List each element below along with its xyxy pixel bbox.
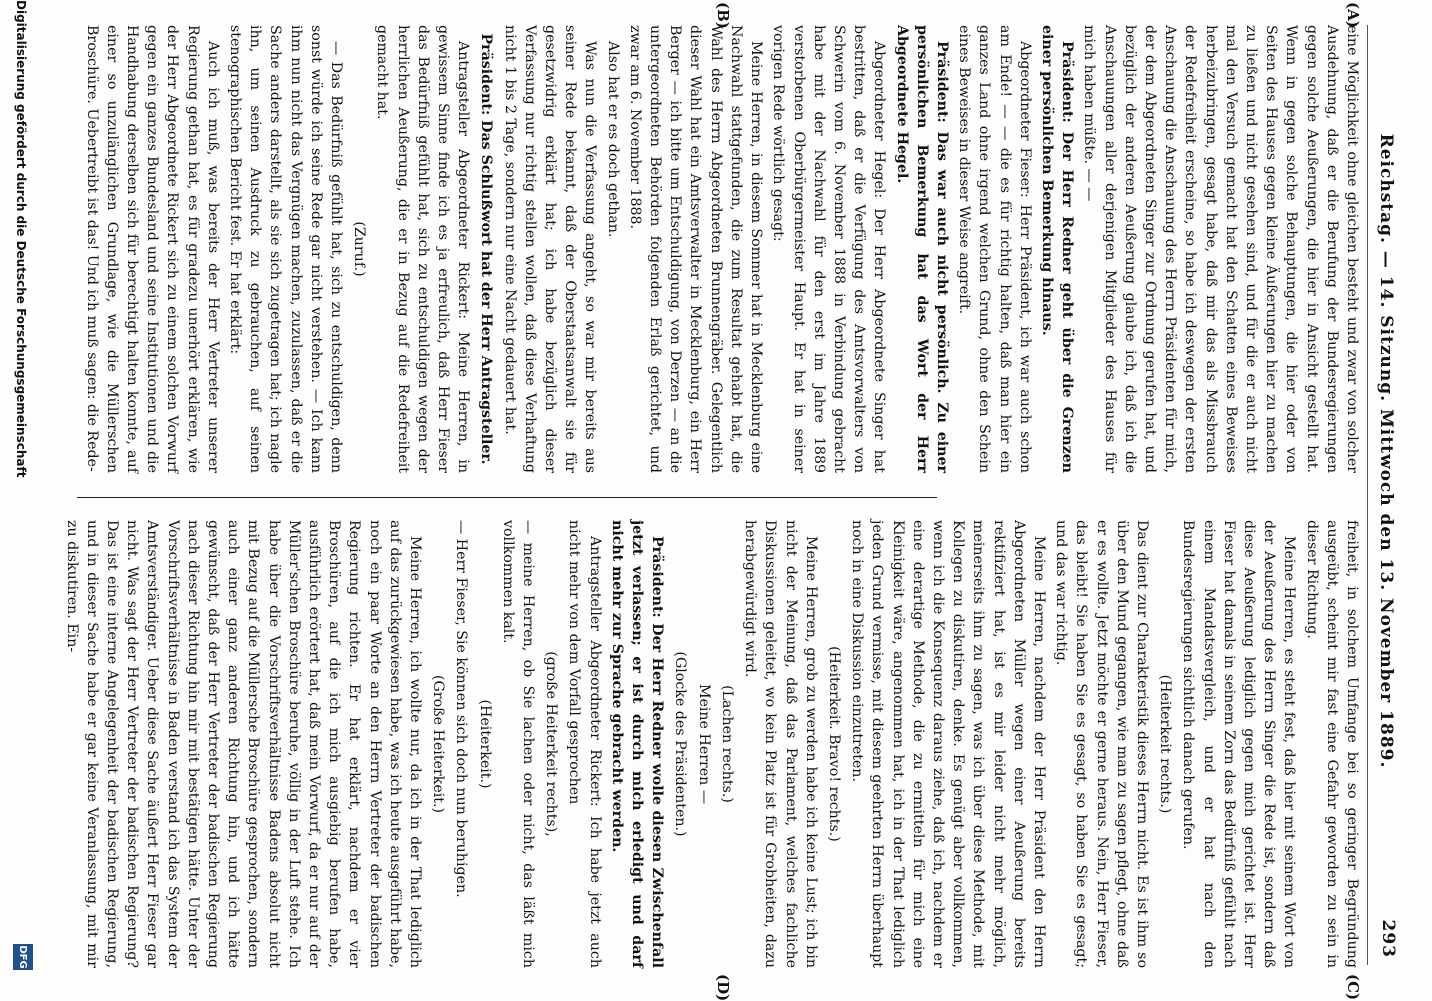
page-number: 293 [1378, 919, 1398, 958]
paragraph: — meine Herren, ob Sie lachen oder nicht, das läßt mich vollkommen kalt. [499, 520, 537, 968]
right-column [63, 520, 1362, 968]
paragraph: Was nun die Verfassung angeht, so war mir bereits aus seiner Rede bekannt, daß der Oberstaatsanwalt sie für gesetzwidrig erklärt hat; ich habe bezüglich dieser Verfassung nur richtig stellen wollen, daß diese Verhaftung nicht 1 bis 2 Tage, sondern nur eine Nacht gedauert hat. [501, 25, 599, 473]
paragraph: (Heiterkeit rechts.) [1157, 674, 1174, 814]
footer [8, 0, 34, 1000]
paragraph: Abgeordneter Hegel: Der Herr Abgeordnete Singer hat bestritten, daß er die Verfügung des Amtsvorwalters von Schwerin vom 6. November 1888 in Verbindung gebracht habe mit der Nachwahl für den erst im Jahre 1889 verstorbenen Oberbürgermeister Haupt. Er hat in seiner vorigen Rede wörtlich gesagt: [770, 25, 888, 473]
paragraph: (Lachen rechts.) [718, 685, 735, 803]
paragraph: Meine Herren, grob zu werden habe ich keine Lust; ich bin nicht der Meinung, daß das Parlament, welches fachliche Diskussionen geleitet, wo kein Platz ist für Grobheiten, dazu herabgewürdigt wird. [742, 520, 819, 968]
paragraph: Meine Herren, es steht fest, daß hier mit seinem Wort von der Aeußerung des Herrn Singer die Rede ist, sondern daß diese Aeußerung lediglich gegen mich gerichtet ist. Herr Fieser hat damals in seinem Zorn das Bedürfniß gefühlt nach einem Mandatsvergleich, und er hat nach den Bundesregierungen sichtlich danach gerufen. [1180, 520, 1298, 968]
paragraph: (Glocke des Präsidenten.) [672, 651, 689, 837]
paragraph: Antragsteller Abgeordneter Rickert: Ich habe jetzt auch nicht mehr von dem Vorfall gesprochen [566, 520, 603, 968]
margin-mark-c: (C) [1344, 974, 1362, 1001]
paragraph: Auch ich muß, was bereits der Herr Vertreter unserer Regierung gethan hat, es für gradezu unerhört erklären, wie der Herr Abgeordnete Rickert sich zu einem solchen Vorwurf gegen ein ganzes Bundesland und seine Institutionen und die Handhabung derselben sich für berechtigt halten konnte, auf einer so unzulänglichen Grundlage, wie die Müllerschen Broschüre. Uebertreibt ist das! Und ich muß sagen: die Rede- [83, 25, 221, 473]
paragraph: Präsident: Der Herr Redner geht über die Grenzen einer persönlichen Bemerkung hinaus. [1038, 25, 1076, 473]
footer-text: Digitalisierung gefördert durch die Deutsche Forschungsgemeinschaft [14, 0, 28, 478]
paragraph: Antragsteller Abgeordneter Rickert: Meine Herren, in gewissem Sinne finde ich es ja erfreulich, daß Herr Fieser das Bedürfniß gefühlt hat, sich zu entschuldigen wegen der herrlichen Aeußerung, die er in Bezug auf die Redefreiheit gemacht hat. [374, 25, 472, 473]
paragraph: (Große Heiterkeit.) [430, 674, 447, 814]
header-rule [1367, 25, 1368, 965]
paragraph: Also hat er es doch gethan. [604, 41, 621, 238]
paragraph: Meine Herren, nachdem der Herr Präsident den Herrn Abgeordneten Müller wegen einer Aeußerung bereits rektifiziert hat, ist es mir leider nicht mehr möglich, meinerseits ihm zu sagen, was ich über diese Methode, mit Kollegen zu diskutiren, denke. Es genügt aber vollkommen, wenn ich die Konsequenz daraus ziehe, daß ich, nachdem er eine derartige Methode, die zu ermitteln für mich eine Kleinigkeit wäre, angenommen hat, ich in der That lediglich jeden Grund vermisse, mit diesem geehrten Herrn überhaupt noch in eine Diskussion einzutreten. [849, 520, 1047, 968]
page-title: Reichstag. — 14. Sitzung. Mittwoch den 13. November 1889. [1376, 133, 1396, 769]
paragraph: (Heiterkeit. Bravo! rechts.) [825, 646, 842, 842]
paragraph: Meine Herren — [695, 683, 712, 805]
paragraph: (große Heiterkeit rechts), [543, 651, 560, 837]
paragraph: Präsident: Der Herr Redner wolle diesen Zwischenfall jetzt verlassen; er ist durch mich erledigt und darf nicht mehr zur Sprache gebracht werden. [608, 520, 666, 968]
paragraph: Das dient zur Charakteristik dieses Herrn nicht. Es ist ihm so über den Mund gegangen, wie man zu sagen pflegt, ohne daß er es wollte. Jetzt möchte er gerne heraus. Nein, Herr Fieser, das bleibt! Sie haben Sie es gesagt, so haben Sie es gesagt; und das war richtig. [1053, 520, 1150, 968]
page-header [1366, 28, 1406, 968]
margin-mark-b: (B) [714, 2, 732, 29]
paragraph: Präsident: Das war auch nicht persönlich. Zu einer persönlichen Bemerkung hat das Wort der Herr Abgeordnete Hegel. [893, 25, 950, 473]
paragraph: Präsident: Das Schlußwort hat der Herr Antragsteller. [478, 33, 495, 465]
paragraph: — Das Bedürfniß gefühlt hat, sich zu entschuldigen, denn sonst würde ich seine Rede gar nicht verstehen. — Ich kann ihm nun nicht das Vergnügen machen, zuzulassen, daß er die Sache anders darstellt, als sie sich zugetragen hat; ich nagle ihn, um seinen Ausdruck zu gebrauchen, auf seinen stenographischen Bericht fest. Er hat erklärt: [227, 25, 345, 473]
paragraph: Meine Herren, in diesem Sommer hat in Mecklenburg eine Nachwahl stattgefunden, die zum Resultat gehabt hat, die Wahl des Herrn Abgeordneten Brunnengräber. Gelegentlich dieser Wahl hat ein Amtsverwalter in Mecklenburg, ein Herr Berger — ich bitte um Entschuldigung, von Derzen — an die untergeordneten Behörden folgenden Erlaß gerichtet, und zwar am 6. November 1888. [626, 25, 765, 473]
paragraph: eine Möglichkeit ohne gleichen besteht und zwar von solcher Ausdehnung, daß er die Berufung der Bundesregierungen gegen solche Aeußerungen, die hier in Ansicht gestellt hat. Wenn in gegen solche Behauptungen, die hier oder von Seiten des Hauses gegen kleine Äußerungen hier zu machen zu ließen und nicht gesehen sind, und für die er auch nicht mal den Versuch gemacht hat den Schatten eines Beweises herbeizubringen, gesagt habe, daß mir das als Missbrauch der Redefreiheit erscheine, so habe ich deswegen der ersten Anschauung die Anschauung des Herrn Präsidenten für mich, der dem Abgeordneten Singer zur Ordnung gerufen hat, und bezüglich der anderen Aeußerung glaube ich, daß ich die Anschauungen aller derjenigen Mitglieder des Hauses für mich haben müßte. — — [1081, 25, 1360, 473]
margin-mark-a: (A) [1344, 2, 1362, 28]
paragraph: Meine Herren, ich wollte nur, da ich in der That lediglich auf das zurückgewiesen habe, was ich heute ausgeführt habe, noch ein paar Worte an den Herrn Vertreter der badischen Regierung richten. Er hat erklärt, nachdem er vier Broschüren, auf die ich mich ausgiebig berufen habe, ausführlich erörtert hat, daß mein Vorwurf, da er nur auf der Müller'schen Broschüre beruhe, völlig in der Luft stehe. Ich habe über die Vorschriftsverhältnisse Badens absolut nicht mit Bezug auf die Müllersche Broschüre gesprochen, sondern auch einer ganz anderen Richtung hin, und ich hätte gewünscht, daß der Herr Vertreter der badischen Regierung nach dieser Richtung hin mir mit bestätigen hätte. Unter der Vorschriftsverhältnisse in Baden verstand ich das System der Amtsverständiger. Ueber diese Sache äußert Herr Fieser gar nicht. Was sagt der Herr Vertreter der badischen Regierung? Das ist eine interne Angelegenheit der badischen Regierung, und in dieser Sache habe er gar keine Veranlassung, mit mir zu diskutiren. Ein- [63, 520, 424, 968]
paragraph: — Herr Fieser, Sie können sich doch nun beruhigen. [453, 520, 470, 898]
left-column [72, 25, 1362, 473]
paragraph: (Heiterkeit.) [476, 699, 493, 789]
paragraph: Abgeordneter Fieser: Herr Präsident, ich war auch schon am Ende! — — die es für richtig halten, daß man hier ein ganzes Land ohne irgend welchen Grund, ohne den Schein eines Beweises in dieser Weise angreift. [956, 25, 1033, 473]
column-divider [77, 497, 937, 498]
dfg-logo: DFG [13, 944, 33, 970]
margin-mark-d: (D) [714, 974, 732, 1001]
paragraph: freiheit, in solchem Umfange bei so geringer Begründung ausgeübt, scheint mir fast eine Gefahr geworden zu sein in dieser Richtung. [1303, 520, 1360, 968]
paragraph: (Zuruf.) [351, 221, 368, 277]
